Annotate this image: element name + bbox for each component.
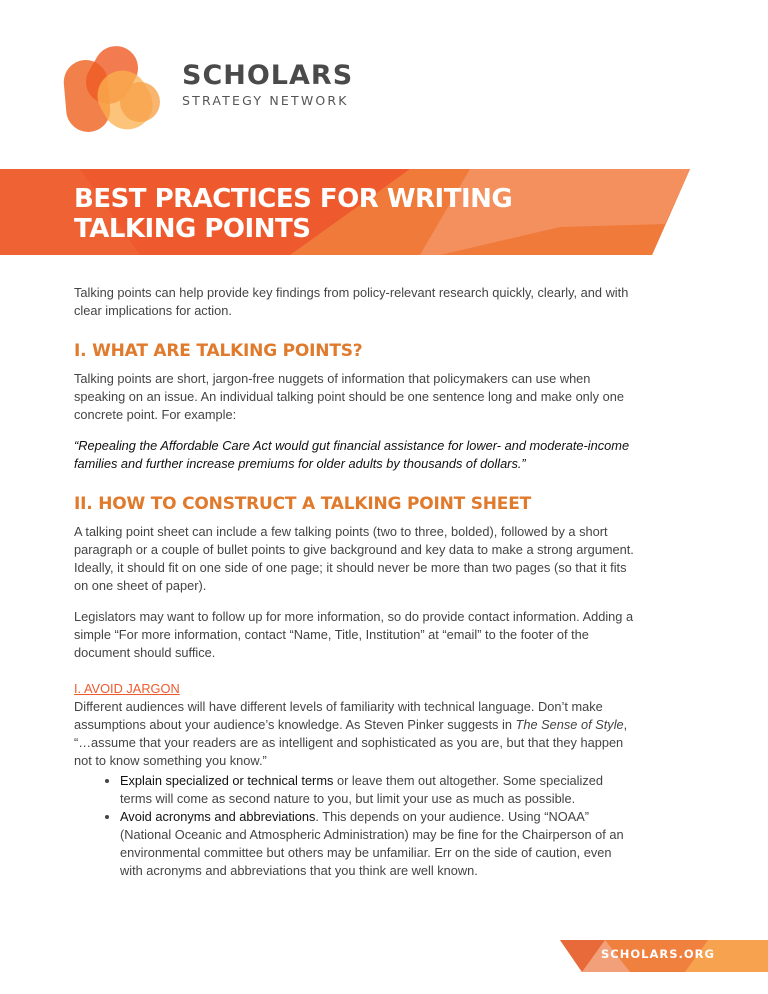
section-1-body: Talking points are short, jargon-free nuggets of information that policymakers can use when speaking on an issue. An individual talking point should be one sentence long and make only one concrete point. For example: bbox=[74, 371, 624, 422]
page-title bbox=[74, 184, 512, 244]
title-line-2: TALKING POINTS bbox=[74, 214, 311, 244]
section-2-paragraph-2: Legislators may want to follow up for more information, so do provide contact information. Adding a simple “For more information, contact “Name, Title, Institution” at “email” to the footer of the document should suffice. bbox=[74, 609, 634, 660]
jargon-paragraph bbox=[74, 698, 634, 770]
document-body bbox=[74, 284, 634, 880]
footer-url[interactable]: SCHOLARS.ORG bbox=[601, 947, 715, 961]
book-title: The Sense of Style bbox=[515, 717, 624, 732]
title-line-1: BEST PRACTICES FOR WRITING bbox=[74, 184, 513, 214]
jargon-text: Different audiences will have different levels of familiarity with technical language. Don’t make assumptions about your audience’s knowledge. As Steven Pinker suggests in bbox=[74, 699, 603, 732]
section-2-paragraph-1: A talking point sheet can include a few talking points (two to three, bolded), followed by a short paragraph or a couple of bullet points to give background and key data to make a strong argument. Ideally, it should fit on one side of one page; it should never be more than two pages (so that it fits on one sheet of paper). bbox=[74, 524, 634, 593]
example-quote: “Repealing the Affordable Care Act would gut financial assistance for lower- and moderate-income families and further increase premiums for older adults by thousands of dollars.” bbox=[74, 438, 630, 471]
jargon-quote: , “…assume that your readers are as intelligent and sophisticated as you are, but that they happen not to know something you know.” bbox=[74, 717, 628, 768]
logo-icon bbox=[60, 40, 170, 135]
bullet-lead: Avoid acronyms and abbreviations bbox=[120, 809, 316, 824]
intro-paragraph: Talking points can help provide key findings from policy-relevant research quickly, clearly, and with clear implications for action. bbox=[74, 285, 629, 318]
brand-subtitle: STRATEGY NETWORK bbox=[182, 93, 349, 108]
brand bbox=[182, 62, 353, 108]
list-item bbox=[120, 808, 634, 880]
bullet-lead: Explain specialized or technical terms bbox=[120, 773, 334, 788]
list-item bbox=[120, 772, 634, 808]
jargon-bullets bbox=[74, 772, 634, 880]
section-2-heading: II. HOW TO CONSTRUCT A TALKING POINT SHEET bbox=[74, 494, 532, 514]
bullet-text: . This depends on your audience. Using “NOAA” (National Oceanic and Atmospheric Administration) may be fine for the Chairperson of an environmental committee but others may be unfamiliar. Err on the side of caution, even with acronyms and abbreviations that you think are well known. bbox=[120, 809, 624, 878]
brand-name: SCHOLARS bbox=[182, 60, 354, 91]
avoid-jargon-link[interactable]: I. AVOID JARGON bbox=[74, 681, 180, 696]
section-1-heading: I. WHAT ARE TALKING POINTS? bbox=[74, 341, 363, 361]
bullet-text: or leave them out altogether. Some specialized terms will come as second nature to you, but limit your use as much as possible. bbox=[120, 773, 603, 806]
